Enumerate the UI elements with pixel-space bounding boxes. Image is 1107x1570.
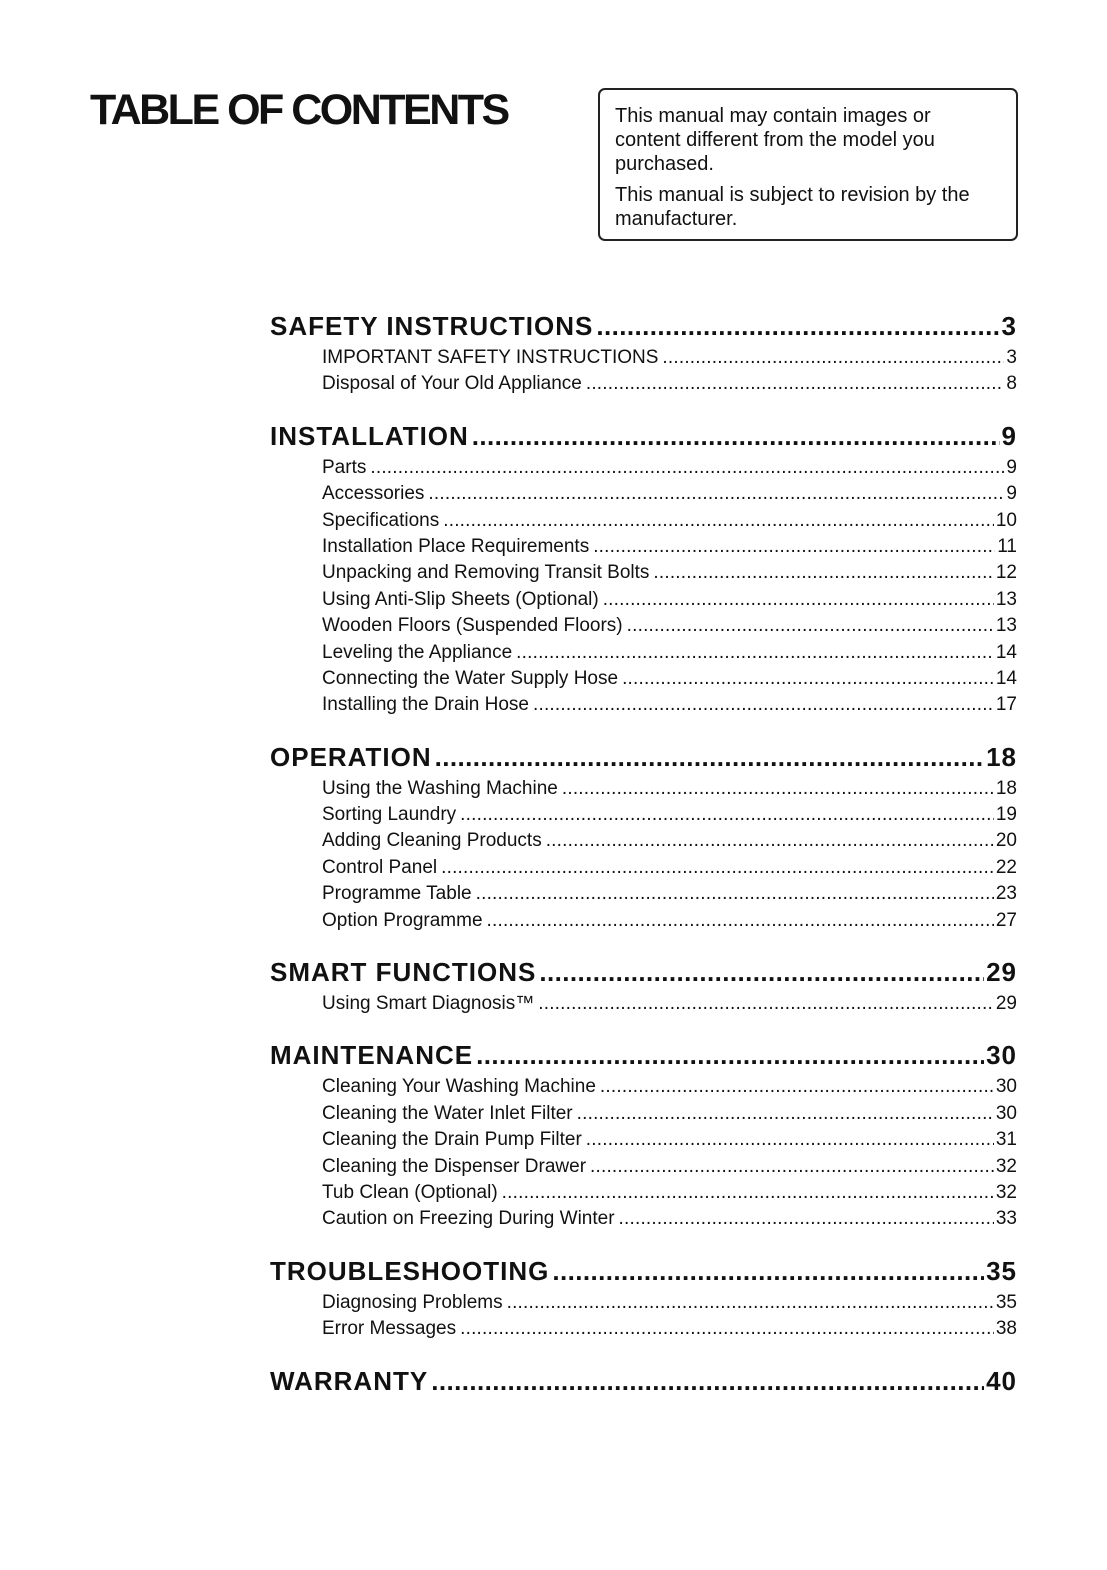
toc-entry[interactable] bbox=[270, 991, 1017, 1017]
toc-entry-page-number: 3 bbox=[1006, 347, 1017, 368]
toc-entry[interactable] bbox=[270, 881, 1017, 907]
toc-section-title: TROUBLESHOOTING bbox=[270, 1255, 550, 1286]
toc-entry[interactable] bbox=[270, 587, 1017, 613]
toc-entry-title: Disposal of Your Old Appliance bbox=[322, 373, 582, 395]
toc-section-title: WARRANTY bbox=[270, 1365, 429, 1396]
toc-entry[interactable] bbox=[270, 666, 1017, 692]
toc-entry-title: Control Panel bbox=[322, 856, 438, 878]
toc-entry-page-number: 9 bbox=[1006, 456, 1017, 478]
toc-section-page-number: 30 bbox=[986, 1040, 1017, 1071]
toc-entry[interactable] bbox=[270, 640, 1017, 666]
toc-entry-title: Option Programme bbox=[322, 909, 483, 931]
toc-entry[interactable] bbox=[270, 776, 1017, 802]
toc-section-page-number: 9 bbox=[1001, 420, 1017, 451]
toc-dot-leader bbox=[662, 345, 1004, 371]
toc-entry-page-number: 14 bbox=[995, 641, 1017, 663]
toc-dot-leader bbox=[539, 955, 984, 989]
toc-entry-page-number: 32 bbox=[995, 1181, 1017, 1203]
toc-section-heading[interactable] bbox=[270, 955, 1017, 989]
toc-entry-title: Using Smart Diagnosis™ bbox=[322, 993, 535, 1015]
toc-section-heading[interactable] bbox=[270, 1254, 1017, 1288]
toc-section bbox=[270, 1254, 1017, 1343]
toc-entry[interactable] bbox=[270, 1316, 1017, 1342]
toc-section-title: SMART FUNCTIONS bbox=[270, 957, 537, 988]
toc-entry-page-number: 8 bbox=[1006, 373, 1017, 395]
toc-entry[interactable] bbox=[270, 534, 1017, 560]
toc-entry[interactable] bbox=[270, 802, 1017, 828]
toc-dot-leader bbox=[435, 740, 984, 774]
toc-section-page-number: 29 bbox=[986, 957, 1017, 988]
toc-entry[interactable] bbox=[270, 1154, 1017, 1180]
toc-entry[interactable] bbox=[270, 1074, 1017, 1100]
toc-dot-leader bbox=[443, 508, 994, 534]
toc-section bbox=[270, 419, 1017, 719]
toc-entry-title: Installing the Drain Hose bbox=[322, 694, 529, 716]
toc-entry[interactable] bbox=[270, 828, 1017, 854]
toc-dot-leader bbox=[441, 855, 994, 881]
toc-entry-title: Sorting Laundry bbox=[322, 804, 457, 826]
toc-dot-leader bbox=[590, 1154, 994, 1180]
toc-section-heading[interactable] bbox=[270, 1364, 1017, 1398]
toc-entry-page-number: 23 bbox=[995, 883, 1017, 905]
toc-section-page-number: 40 bbox=[986, 1365, 1017, 1396]
toc-section-page-number: 3 bbox=[1001, 311, 1017, 341]
toc-dot-leader bbox=[507, 1290, 994, 1316]
toc-entry-title: Wooden Floors (Suspended Floors) bbox=[322, 615, 623, 637]
toc-entry-page-number: 17 bbox=[995, 694, 1017, 716]
toc-dot-leader bbox=[562, 776, 994, 802]
toc-dot-leader bbox=[600, 1074, 994, 1100]
toc-entry[interactable] bbox=[270, 455, 1017, 481]
toc-dot-leader bbox=[472, 419, 1000, 453]
notice-line-revision: This manual is subject to revision by the manufacturer. bbox=[615, 184, 970, 230]
toc-dot-leader bbox=[428, 481, 1004, 507]
toc-dot-leader bbox=[502, 1180, 994, 1206]
toc-entry-title: Error Messages bbox=[322, 1318, 457, 1340]
toc-dot-leader bbox=[431, 1364, 984, 1398]
toc-entry-page-number: 22 bbox=[995, 856, 1017, 878]
toc-dot-leader bbox=[552, 1254, 984, 1288]
toc-entry[interactable] bbox=[270, 692, 1017, 718]
toc-entry-title: Leveling the Appliance bbox=[322, 641, 513, 663]
toc-entry-title: Cleaning the Drain Pump Filter bbox=[322, 1129, 582, 1151]
toc-entry[interactable] bbox=[270, 371, 1017, 397]
toc-entry-title: Installation Place Requirements bbox=[322, 535, 590, 557]
toc-entry[interactable] bbox=[270, 481, 1017, 507]
toc-section-page-number: 18 bbox=[986, 741, 1017, 772]
toc-section bbox=[270, 740, 1017, 934]
toc-entry-title: Caution on Freezing During Winter bbox=[322, 1208, 615, 1230]
toc-section bbox=[270, 309, 1017, 398]
toc-dot-leader bbox=[586, 1127, 994, 1153]
toc-entry-page-number: 9 bbox=[1006, 483, 1017, 505]
toc-entry-page-number: 10 bbox=[995, 509, 1017, 531]
toc-entry-page-number: 13 bbox=[995, 615, 1017, 637]
toc-entry[interactable] bbox=[270, 508, 1017, 534]
toc-entry-page-number: 30 bbox=[995, 1102, 1017, 1124]
toc-dot-leader bbox=[622, 666, 994, 692]
toc-entry[interactable] bbox=[270, 855, 1017, 881]
toc-entry-title: Using the Washing Machine bbox=[322, 777, 558, 799]
toc-section-heading[interactable] bbox=[270, 309, 1017, 343]
toc-entry-title: Cleaning the Dispenser Drawer bbox=[322, 1155, 587, 1177]
toc-entry-page-number: 32 bbox=[995, 1155, 1017, 1177]
page-title: TABLE OF CONTENTS bbox=[90, 86, 508, 134]
toc-dot-leader bbox=[619, 1206, 994, 1232]
toc-section-heading[interactable] bbox=[270, 419, 1017, 453]
toc-section-title: INSTALLATION bbox=[270, 420, 469, 451]
toc-entry-page-number: 31 bbox=[995, 1129, 1017, 1151]
toc-entry-title: Cleaning Your Washing Machine bbox=[322, 1076, 596, 1098]
toc-section-heading[interactable] bbox=[270, 740, 1017, 774]
toc-entry-page-number: 12 bbox=[995, 562, 1017, 584]
toc-entry-title: Accessories bbox=[322, 483, 425, 505]
toc-entry-title: Cleaning the Water Inlet Filter bbox=[322, 1102, 573, 1124]
toc-section-title: SAFETY INSTRUCTIONS bbox=[270, 311, 594, 341]
toc-section-title: MAINTENANCE bbox=[270, 1040, 474, 1071]
toc-section-heading[interactable] bbox=[270, 1038, 1017, 1072]
toc-dot-leader bbox=[516, 640, 994, 666]
toc-dot-leader bbox=[593, 534, 995, 560]
toc-entry-page-number: 14 bbox=[995, 667, 1017, 689]
toc-entry-page-number: 33 bbox=[995, 1208, 1017, 1230]
toc-section-title: OPERATION bbox=[270, 741, 432, 772]
toc-dot-leader bbox=[460, 1316, 994, 1342]
toc-section-page-number: 35 bbox=[986, 1255, 1017, 1286]
toc-entry-page-number: 18 bbox=[995, 777, 1017, 799]
toc-entry-title: Connecting the Water Supply Hose bbox=[322, 667, 619, 689]
toc-entry[interactable] bbox=[270, 908, 1017, 934]
toc-entry-title: Unpacking and Removing Transit Bolts bbox=[322, 562, 650, 584]
toc-section bbox=[270, 955, 1017, 1017]
manual-notice-box bbox=[598, 88, 1018, 241]
toc-entry-page-number: 30 bbox=[995, 1076, 1017, 1098]
toc-dot-leader bbox=[586, 371, 1005, 397]
toc-dot-leader bbox=[653, 560, 993, 586]
toc-dot-leader bbox=[460, 802, 994, 828]
toc-entry[interactable] bbox=[270, 1101, 1017, 1127]
toc-dot-leader bbox=[538, 991, 994, 1017]
toc-entry-page-number: 29 bbox=[995, 993, 1017, 1015]
toc-entry-page-number: 38 bbox=[995, 1318, 1017, 1340]
toc-dot-leader bbox=[577, 1101, 994, 1127]
toc-entry[interactable] bbox=[270, 345, 1017, 371]
toc-dot-leader bbox=[546, 828, 994, 854]
toc-entry-page-number: 27 bbox=[995, 909, 1017, 931]
table-of-contents bbox=[270, 309, 1017, 1419]
toc-entry-title: Using Anti-Slip Sheets (Optional) bbox=[322, 588, 599, 610]
toc-section bbox=[270, 1364, 1017, 1398]
toc-dot-leader bbox=[487, 908, 994, 934]
toc-entry[interactable] bbox=[270, 1290, 1017, 1316]
toc-entry-title: Adding Cleaning Products bbox=[322, 830, 542, 852]
toc-entry-page-number: 13 bbox=[995, 588, 1017, 610]
toc-dot-leader bbox=[603, 587, 994, 613]
toc-dot-leader bbox=[370, 455, 1004, 481]
toc-entry[interactable] bbox=[270, 560, 1017, 586]
toc-entry-page-number: 11 bbox=[997, 535, 1017, 557]
toc-dot-leader bbox=[627, 613, 994, 639]
toc-dot-leader bbox=[476, 881, 994, 907]
toc-entry-title: Parts bbox=[322, 456, 367, 478]
toc-entry-title: Programme Table bbox=[322, 883, 472, 905]
notice-line-images: This manual may contain images or content different from the model you purchased. bbox=[615, 105, 935, 175]
toc-entry-page-number: 35 bbox=[995, 1291, 1017, 1313]
toc-entry[interactable] bbox=[270, 613, 1017, 639]
toc-dot-leader bbox=[533, 692, 994, 718]
toc-entry[interactable] bbox=[270, 1127, 1017, 1153]
toc-dot-leader bbox=[596, 309, 999, 343]
toc-entry-title: IMPORTANT SAFETY INSTRUCTIONS bbox=[322, 347, 659, 368]
toc-entry[interactable] bbox=[270, 1206, 1017, 1232]
toc-entry-title: Specifications bbox=[322, 509, 440, 531]
toc-entry-title: Tub Clean (Optional) bbox=[322, 1181, 498, 1203]
toc-entry-title: Diagnosing Problems bbox=[322, 1291, 503, 1313]
toc-dot-leader bbox=[476, 1038, 984, 1072]
toc-section bbox=[270, 1038, 1017, 1232]
toc-entry[interactable] bbox=[270, 1180, 1017, 1206]
toc-entry-page-number: 19 bbox=[995, 804, 1017, 826]
toc-entry-page-number: 20 bbox=[995, 830, 1017, 852]
